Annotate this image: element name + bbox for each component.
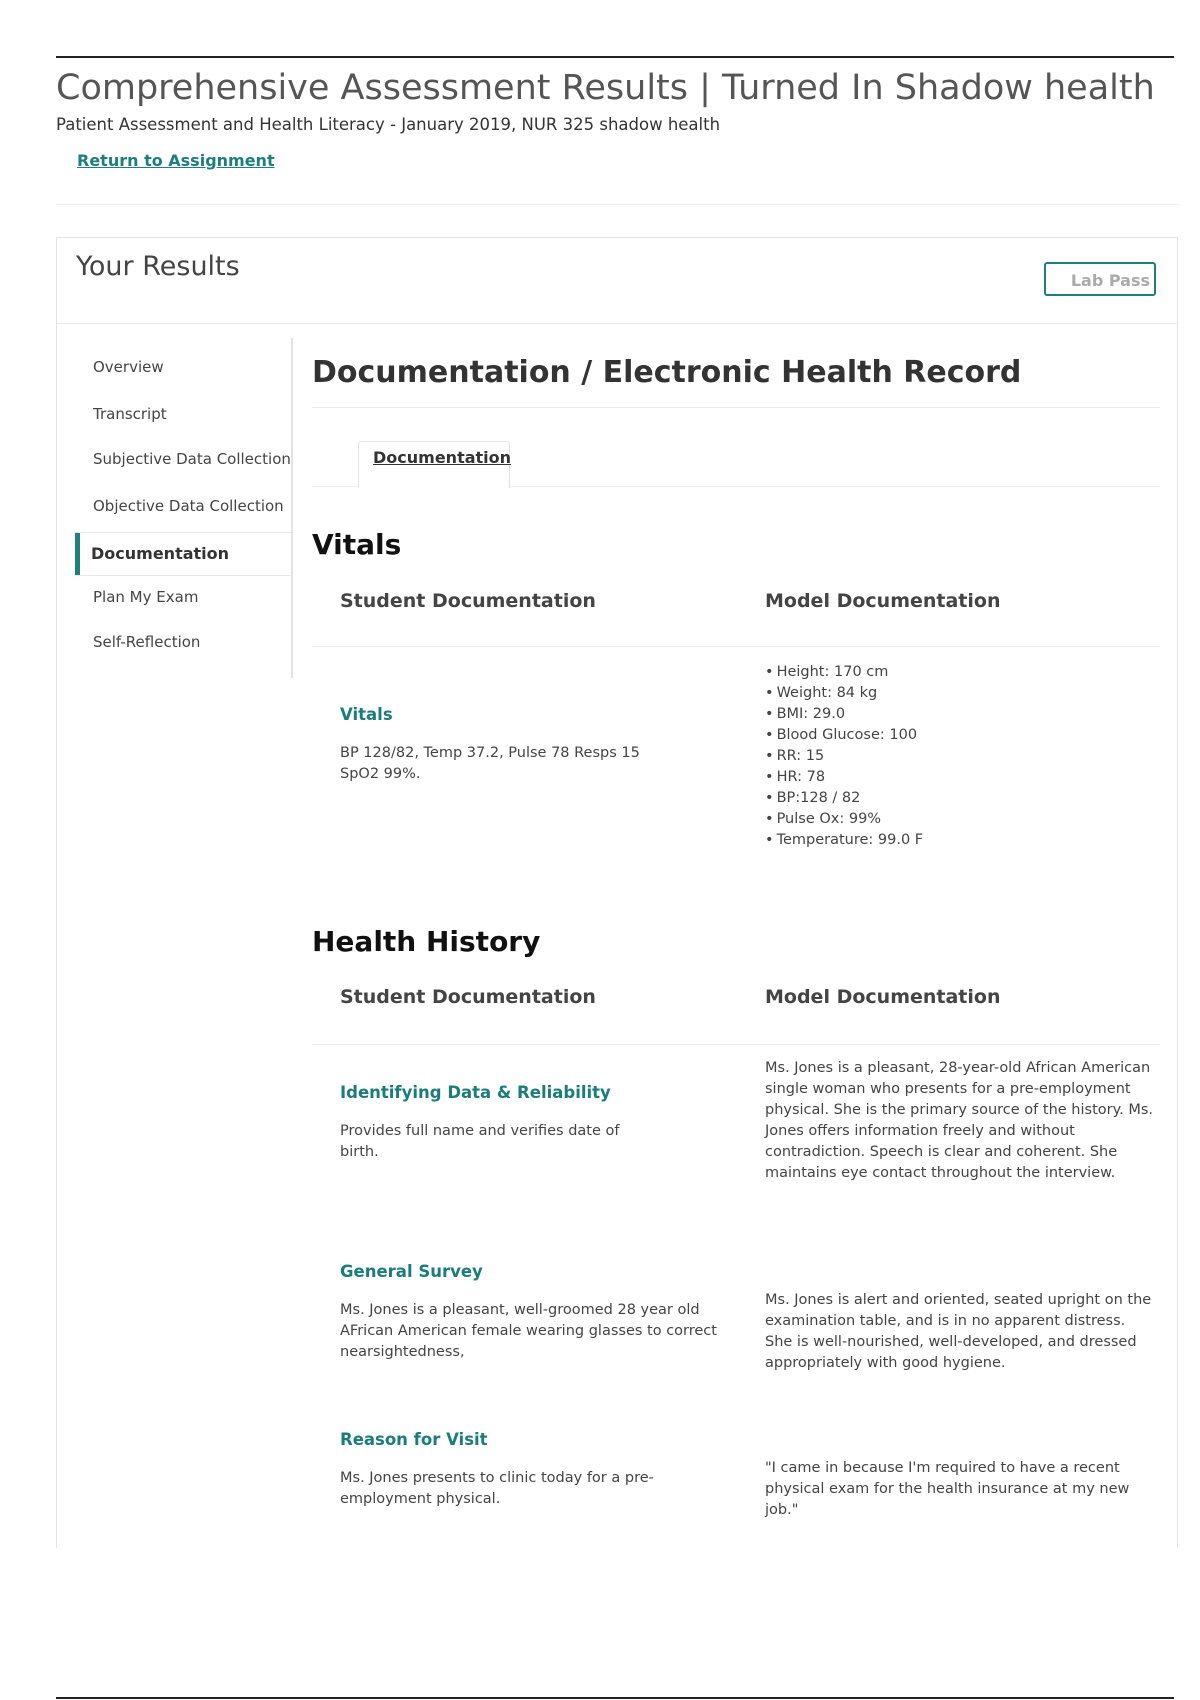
- sidebar-item-overview[interactable]: Overview: [93, 358, 164, 376]
- sidebar-item-transcript[interactable]: Transcript: [93, 405, 167, 423]
- student-documentation-header: Student Documentation: [340, 590, 596, 612]
- content-title: Documentation / Electronic Health Record: [312, 355, 1022, 390]
- lab-pass-button[interactable]: Lab Pass: [1044, 262, 1156, 296]
- model-documentation-header: Model Documentation: [765, 986, 1001, 1008]
- vitals-student-text: BP 128/82, Temp 37.2, Pulse 78 Resps 15 SpO2 99%.: [340, 745, 640, 782]
- identifying-data-student-text: Provides full name and verifies date of birth.: [340, 1123, 620, 1160]
- general-survey-model-text: Ms. Jones is alert and oriented, seated upright on the examination table, and is in no apparent distress. She is well-nourished, well-developed, and dressed appropriately with good hygiene.: [765, 1292, 1152, 1371]
- page-subtitle: Patient Assessment and Health Literacy - January 2019, NUR 325 shadow health: [56, 115, 721, 134]
- header-divider: [56, 204, 1180, 205]
- top-rule: [56, 56, 1174, 58]
- bottom-rule: [56, 1697, 1174, 1699]
- page-title: Comprehensive Assessment Results | Turned In Shadow health: [56, 68, 1155, 108]
- title-divider: [312, 407, 1160, 408]
- vitals-item-title: Vitals: [340, 705, 393, 724]
- list-item: • Height: 170 cm: [765, 662, 923, 683]
- list-item: • Temperature: 99.0 F: [765, 830, 923, 851]
- health-history-section-title: Health History: [312, 925, 541, 958]
- model-documentation-header: Model Documentation: [765, 590, 1001, 612]
- list-item: • Pulse Ox: 99%: [765, 809, 923, 830]
- list-item: • Blood Glucose: 100: [765, 725, 923, 746]
- active-indicator: [75, 533, 80, 575]
- sidebar-item-plan-my-exam[interactable]: Plan My Exam: [93, 588, 199, 606]
- health-history-divider: [312, 1044, 1160, 1045]
- sidebar-item-subjective-data-collection[interactable]: Subjective Data Collection: [93, 450, 291, 468]
- tab-documentation[interactable]: [358, 441, 510, 488]
- sidebar-nav: [57, 338, 293, 678]
- general-survey-title: General Survey: [340, 1262, 483, 1281]
- list-item: • HR: 78: [765, 767, 923, 788]
- reason-for-visit-title: Reason for Visit: [340, 1430, 488, 1449]
- reason-for-visit-model-text: "I came in because I'm required to have a recent physical exam for the health insurance at my new job.": [765, 1460, 1130, 1518]
- sidebar-item-self-reflection[interactable]: Self-Reflection: [93, 633, 201, 651]
- vitals-divider: [312, 646, 1160, 647]
- sidebar-item-objective-data-collection[interactable]: Objective Data Collection: [93, 497, 284, 515]
- identifying-data-title: Identifying Data & Reliability: [340, 1083, 611, 1102]
- reason-for-visit-student-text: Ms. Jones presents to clinic today for a pre-employment physical.: [340, 1470, 654, 1507]
- vitals-section-title: Vitals: [312, 528, 402, 561]
- vitals-model-list: [765, 662, 923, 851]
- list-item: • Weight: 84 kg: [765, 683, 923, 704]
- identifying-data-model-text: Ms. Jones is a pleasant, 28-year-old African American single woman who presents for a pre-employment physical. She is the primary source of the history. Ms. Jones offers information freely and without contradiction. Speech is clear and coherent. She maintains eye contact throughout the interview.: [765, 1060, 1153, 1181]
- results-header: [57, 238, 1177, 324]
- results-title: Your Results: [76, 251, 240, 282]
- student-documentation-header: Student Documentation: [340, 986, 596, 1008]
- list-item: • BMI: 29.0: [765, 704, 923, 725]
- sidebar-item-documentation[interactable]: [75, 532, 291, 576]
- general-survey-student-text: Ms. Jones is a pleasant, well-groomed 28 year old AFrican American female wearing glasses to correct nearsightedness,: [340, 1302, 717, 1360]
- return-to-assignment-link[interactable]: Return to Assignment: [77, 151, 275, 170]
- tab-label: Documentation: [373, 448, 512, 467]
- sidebar-item-label: Documentation: [91, 544, 230, 563]
- list-item: • RR: 15: [765, 746, 923, 767]
- list-item: • BP:128 / 82: [765, 788, 923, 809]
